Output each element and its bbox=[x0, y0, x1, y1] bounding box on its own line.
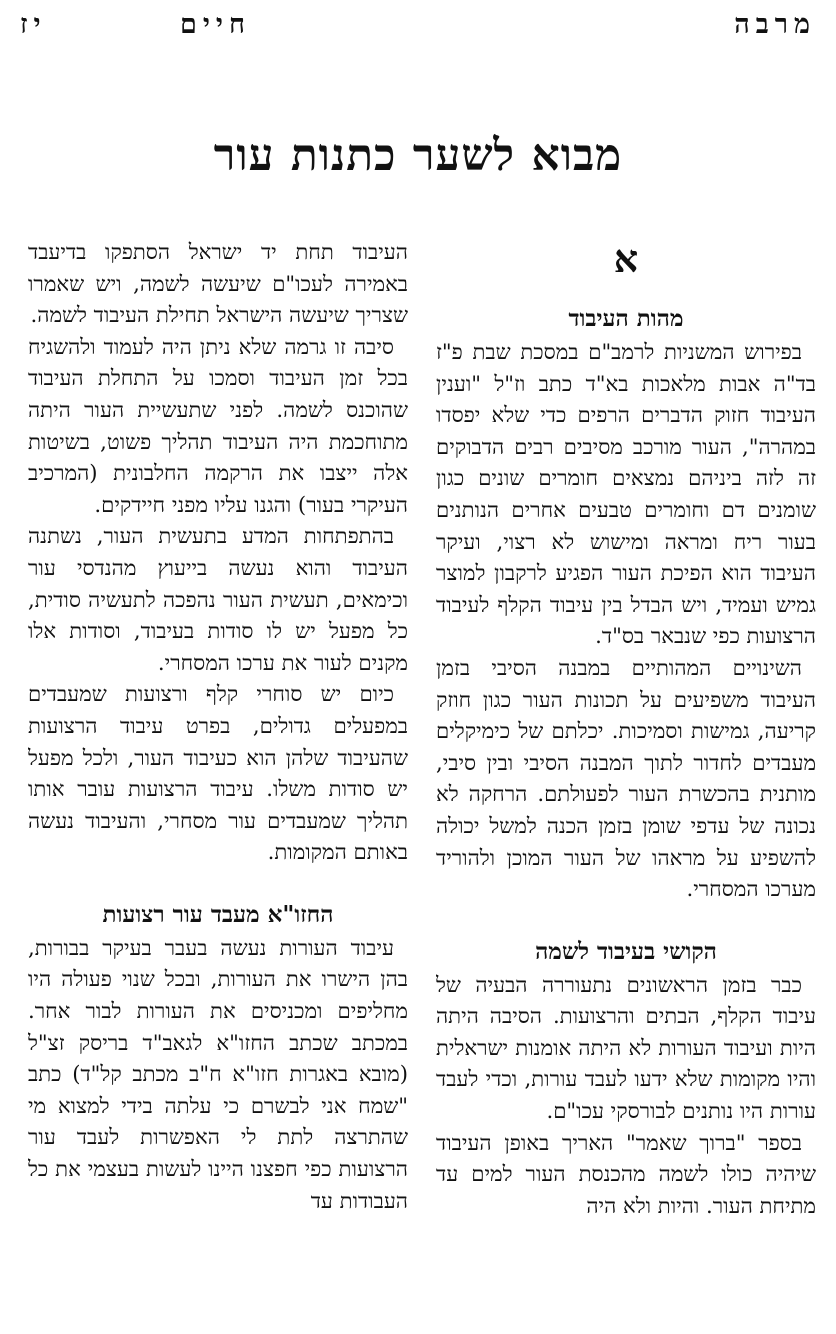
left-column bbox=[28, 236, 408, 1334]
paragraph: בהתפתחות המדע בתעשית העור, נשתנה העיבוד והוא נעשה בייעוץ מהנדסי עור וכימאים, תעשית העור נהפכה לתעשיה סודית, כל מפעל יש לו סודות בעיבוד, וסודות אלו מקנים לעור את ערכו המסחרי. bbox=[28, 523, 408, 675]
paragraph: עיבוד העורות נעשה בעבר בעיקר בבורות, בהן הישרו את העורות, ובכל שנוי פעולה היו מחליפים ומכניסים את העורות לבור אחר. במכתב שכתב החזו"א לגאב"ד בריסק זצ"ל (מובא באגרות חזו"א ח"ב מכתב קל"ד) כתב "שמח אני לבשרם כי עלתה בידי למצוא מי שהתרצה לתת לי האפשרות לעבד עור הרצועות כפי חפצנו היינו לעשות בעצמי את כל העבודות עד bbox=[28, 934, 408, 1213]
subheading-difficulty-lishmah: הקושי בעיבוד לשמה bbox=[535, 937, 717, 965]
paragraph: כבר בזמן הראשונים נתעוררה הבעיה של עיבוד הקלף, הבתים והרצועות. הסיבה היתה היות ועיבוד העורות לא היתה אומנות ישראלית והיו מקומות שלא ידעו לעבד עורות, וכדי לעבד עורות היו נותנים לבורסקי עכו"ם. bbox=[436, 971, 816, 1124]
book-name: מרבה bbox=[734, 8, 816, 40]
paragraph: כיום יש סוחרי קלף ורצועות שמעבדים במפעלים גדולים, בפרט עיבוד הרצועות שהעיבוד שלהן הוא כעיבוד העור, ולכל מפעל יש סודות משלו. עיבוד הרצועות עובר אותו תהליך שמעבדים עור מסחרי, והעיבוד נעשה באותם המקומות. bbox=[28, 681, 408, 865]
paragraph: בספר "ברוך שאמר" האריך באופן העיבוד שיהיה כולו לשמה מהכנסת העור למים עד מתיחת העור. והיות ולא היה bbox=[436, 1129, 816, 1218]
subheading-chazon-ish: החזו"א מעבד עור רצועות bbox=[102, 900, 334, 928]
section-letter: א bbox=[613, 236, 639, 281]
page-number: יז bbox=[20, 8, 47, 40]
paragraph: בפירוש המשניות לרמב"ם במסכת שבת פ"ז בד"ה אבות מלאכות בא"ד כתב וז"ל "וענין העיבוד חזוק הדברים הרפים כדי שלא יפסדו במהרה", העור מורכב מסיבים רבים הדבוקים זה לזה ביניהם נמצאים חומרים שונים כגון שומנים דם וחומרים טבעים אחרים הנותנים בעור ריח ומראה ומישוש לא רצוי, ועיקר העיבוד הוא הפיכת העור הפגיע לרקבון למוצר גמיש ועמיד, ויש הבדל בין עיבוד הקלף לעיבוד הרצועות כפי שנבאר בס"ד. bbox=[436, 339, 816, 649]
chapter-title: מבוא לשער כתנות עור bbox=[213, 130, 623, 181]
section-name: חיים bbox=[180, 8, 251, 40]
right-column bbox=[436, 236, 816, 1334]
running-header bbox=[20, 4, 816, 44]
paragraph: העיבוד תחת יד ישראל הסתפקו בדיעבד באמירה לעכו"ם שיעשה לשמה, ויש שאמרו שצריך שיעשה הישראל תחילת העיבוד לשמה. bbox=[28, 239, 408, 328]
paragraph: סיבה זו גרמה שלא ניתן היה לעמוד ולהשגיח בכל זמן העיבוד וסמכו על התחלת העיבוד שהוכנס לשמה. לפני שתעשיית העור היתה מתוחכמת היה העיבוד תהליך פשוט, בשיטות אלה ייצבו את הרקמה החלבונית (המרכיב העיקרי בעור) והגנו עליו מפני חיידקים. bbox=[28, 333, 408, 517]
paragraph: השינויים המהותיים במבנה הסיבי בזמן העיבוד משפיעים על תכונות העור כגון חוזק קריעה, גמישות וסמיכות. יכלתם של כימיקלים מעבדים לחדור לתוך המבנה הסיבי ובין סיבי, מותנית בהכשרת העור לפעולתם. הרחקה לא נכונה של עדפי שומן בזמן הכנה למשל יכולה להשפיע על מראהו של העור המוכן ולהוריד מערכו המסחרי. bbox=[436, 654, 816, 902]
subheading-essence-of-tanning: מהות העיבוד bbox=[568, 305, 684, 332]
